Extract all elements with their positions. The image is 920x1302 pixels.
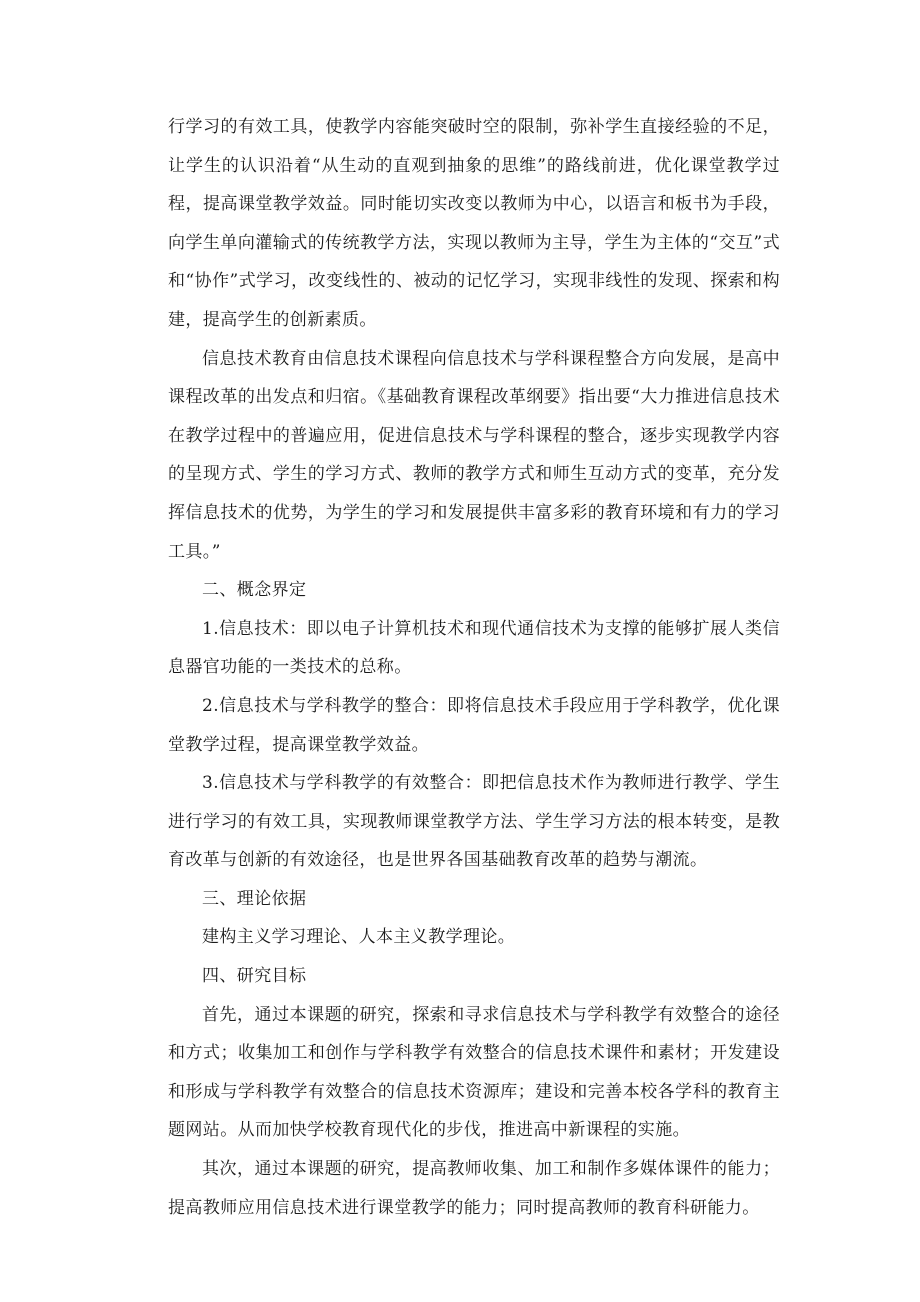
section-heading-theory: 三、理论依据 bbox=[202, 888, 307, 909]
paragraph-continuation: 行学习的有效工具，使教学内容能突破时空的限制，弥补学生直接经验的不足，让学生的认识沿着“从生动的直观到抽象的思维”的路线前进，优化课堂教学过程，提高课堂教学效益。同时能切实改变以教师为中心，以语言和板书为手段，向学生单向灌输式的传统教学方法，实现以教师为主导，学生为主体的“交互”式和“协作”式学习，改变线性的、被动的记忆学习，实现非线性的发现、探索和构建，提高学生的创新素质。 bbox=[168, 117, 780, 330]
definition-information-technology: 1.信息技术：即以电子计算机技术和现代通信技术为支撑的能够扩展人类信息器官功能的一类技术的总称。 bbox=[168, 618, 780, 678]
section-heading-goals: 四、研究目标 bbox=[202, 966, 307, 987]
section-heading-concepts: 二、概念界定 bbox=[202, 580, 307, 601]
paragraph-curriculum-reform: 信息技术教育由信息技术课程向信息技术与学科课程整合方向发展，是高中课程改革的出发点和归宿。《基础教育课程改革纲要》指出要“大力推进信息技术在教学过程中的普遍应用，促进信息技术与学科课程的整合，逐步实现教学内容的呈现方式、学生的学习方式、教师的教学方式和师生互动方式的变革，充分发挥信息技术的优势，为学生的学习和发展提供丰富多彩的教育环境和有力的学习工具。” bbox=[168, 348, 780, 562]
paragraph-goal-second: 其次，通过本课题的研究，提高教师收集、加工和制作多媒体课件的能力；提高教师应用信息技术进行课堂教学的能力；同时提高教师的教育科研能力。 bbox=[168, 1159, 780, 1218]
definition-effective-integration: 3.信息技术与学科教学的有效整合：即把信息技术作为教师进行教学、学生进行学习的有效工具，实现教师课堂教学方法、学生学习方法的根本转变，是教育改革与创新的有效途径，也是世界各国基础教育改革的趋势与潮流。 bbox=[168, 773, 780, 871]
paragraph-goal-first: 首先，通过本课题的研究，探索和寻求信息技术与学科教学有效整合的途径和方式；收集加工和创作与学科教学有效整合的信息技术课件和素材；开发建设和形成与学科教学有效整合的信息技术资源库；建设和完善本校各学科的教育主题网站。从而加快学校教育现代化的步伐，推进高中新课程的实施。 bbox=[168, 1004, 780, 1141]
paragraph-theory: 建构主义学习理论、人本主义教学理论。 bbox=[202, 927, 516, 948]
document-body bbox=[168, 108, 780, 1227]
definition-integration: 2.信息技术与学科教学的整合：即将信息技术手段应用于学科教学，优化课堂教学过程，提高课堂教学效益。 bbox=[168, 695, 780, 755]
